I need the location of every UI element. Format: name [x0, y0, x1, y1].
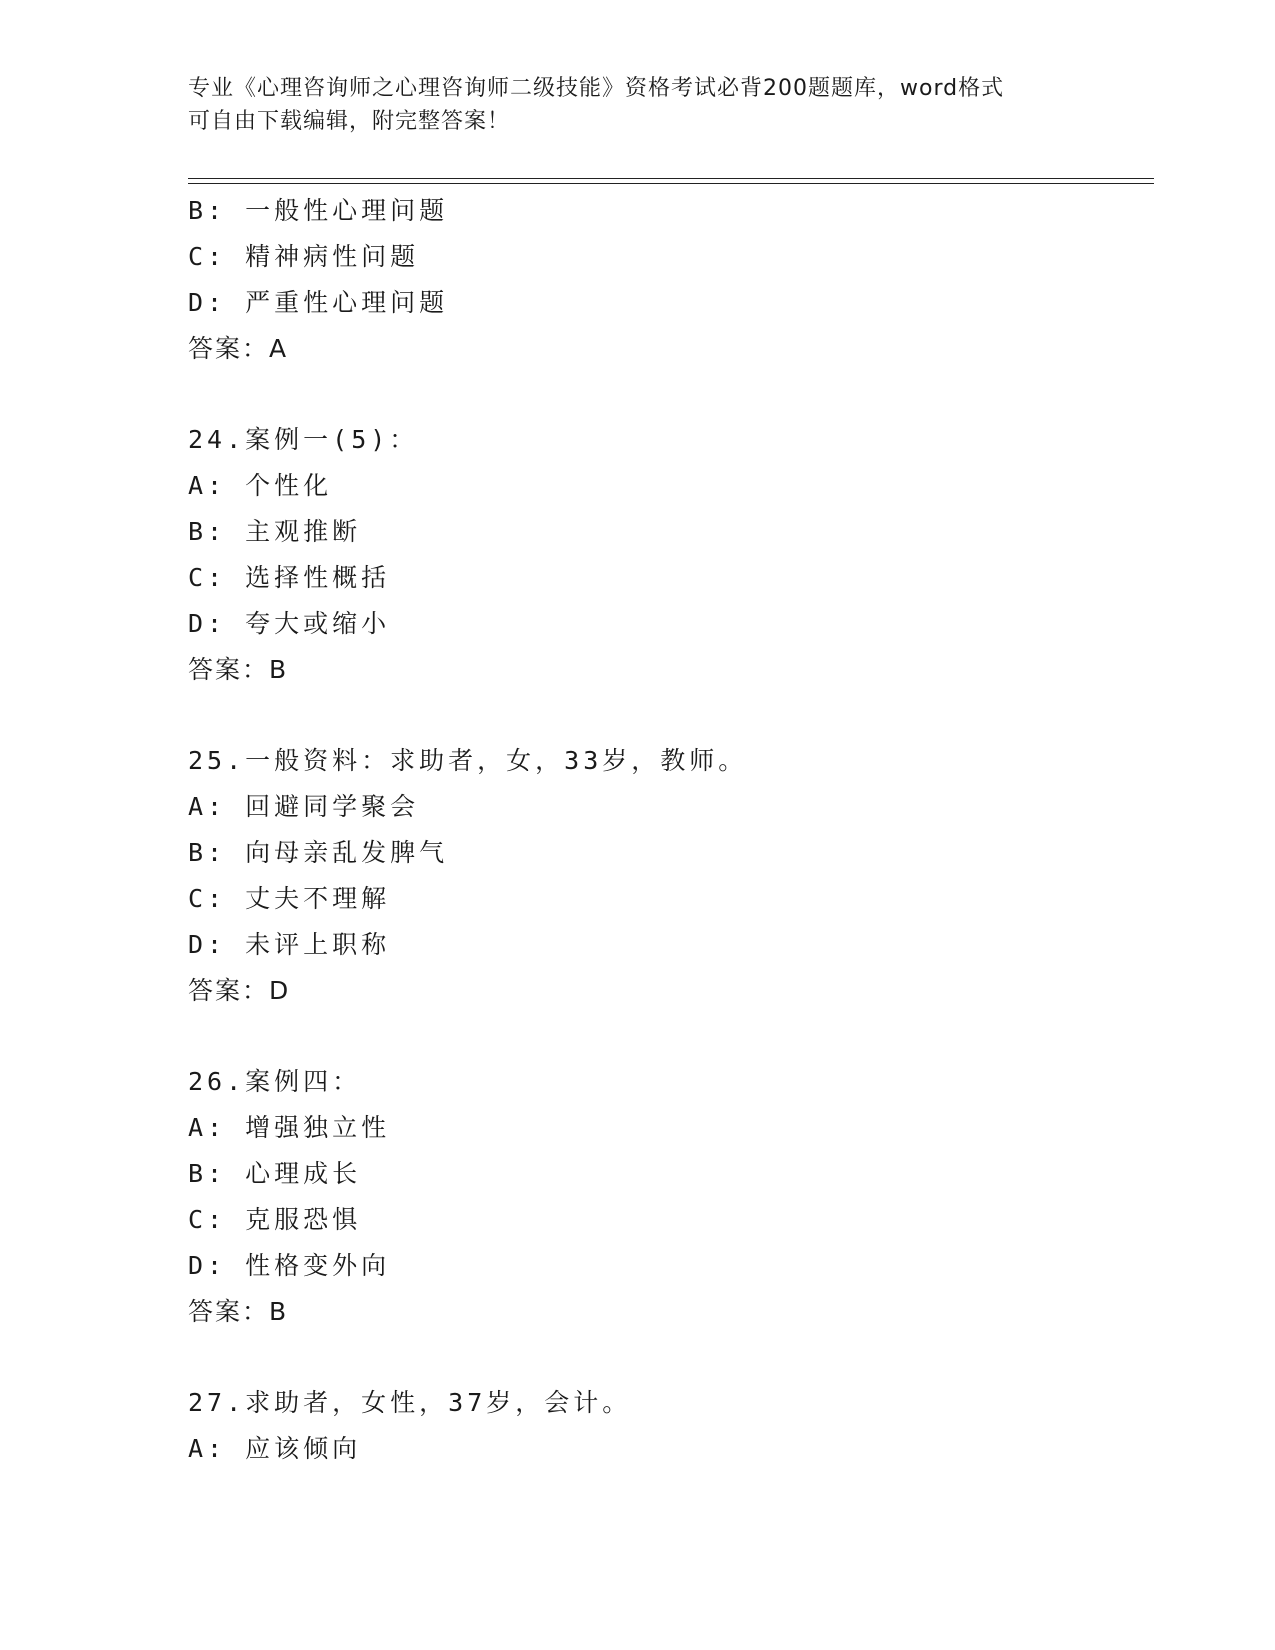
header-line-1: 专业《心理咨询师之心理咨询师二级技能》资格考试必背200题题库，word格式	[188, 76, 1005, 101]
header-divider-bottom	[188, 183, 1154, 184]
option-a: A: 个性化	[188, 471, 333, 500]
header-divider-top	[188, 178, 1154, 179]
option-b: B: 主观推断	[188, 517, 362, 546]
option-d: D: 严重性心理问题	[188, 288, 449, 317]
question-block-26	[188, 1059, 1148, 1335]
document-header	[188, 72, 1088, 138]
answer-line: 答案：B	[188, 655, 289, 684]
option-c: C: 克服恐惧	[188, 1205, 362, 1234]
answer-line: 答案：B	[188, 1297, 289, 1326]
option-b: B: 向母亲乱发脾气	[188, 838, 449, 867]
option-d: D: 夸大或缩小	[188, 609, 391, 638]
question-list	[188, 188, 1148, 1472]
question-title: 26.案例四：	[188, 1067, 362, 1096]
option-b: B: 一般性心理问题	[188, 196, 449, 225]
question-block-24	[188, 417, 1148, 693]
answer-line: 答案：D	[188, 976, 291, 1005]
header-line-2: 可自由下载编辑，附完整答案！	[188, 109, 511, 134]
option-b: B: 心理成长	[188, 1159, 362, 1188]
option-d: D: 未评上职称	[188, 930, 391, 959]
question-block-27	[188, 1380, 1148, 1472]
question-title: 27.求助者，女性，37岁，会计。	[188, 1388, 632, 1417]
option-c: C: 丈夫不理解	[188, 884, 391, 913]
question-title: 25.一般资料：求助者，女，33岁，教师。	[188, 746, 748, 775]
question-block-25	[188, 738, 1148, 1014]
answer-line: 答案：A	[188, 334, 289, 363]
option-c: C: 精神病性问题	[188, 242, 420, 271]
option-a: A: 回避同学聚会	[188, 792, 420, 821]
option-d: D: 性格变外向	[188, 1251, 391, 1280]
option-a: A: 增强独立性	[188, 1113, 391, 1142]
option-a: A: 应该倾向	[188, 1434, 362, 1463]
question-block-23-continued	[188, 188, 1148, 372]
option-c: C: 选择性概括	[188, 563, 391, 592]
question-title: 24.案例一(5)：	[188, 425, 419, 454]
